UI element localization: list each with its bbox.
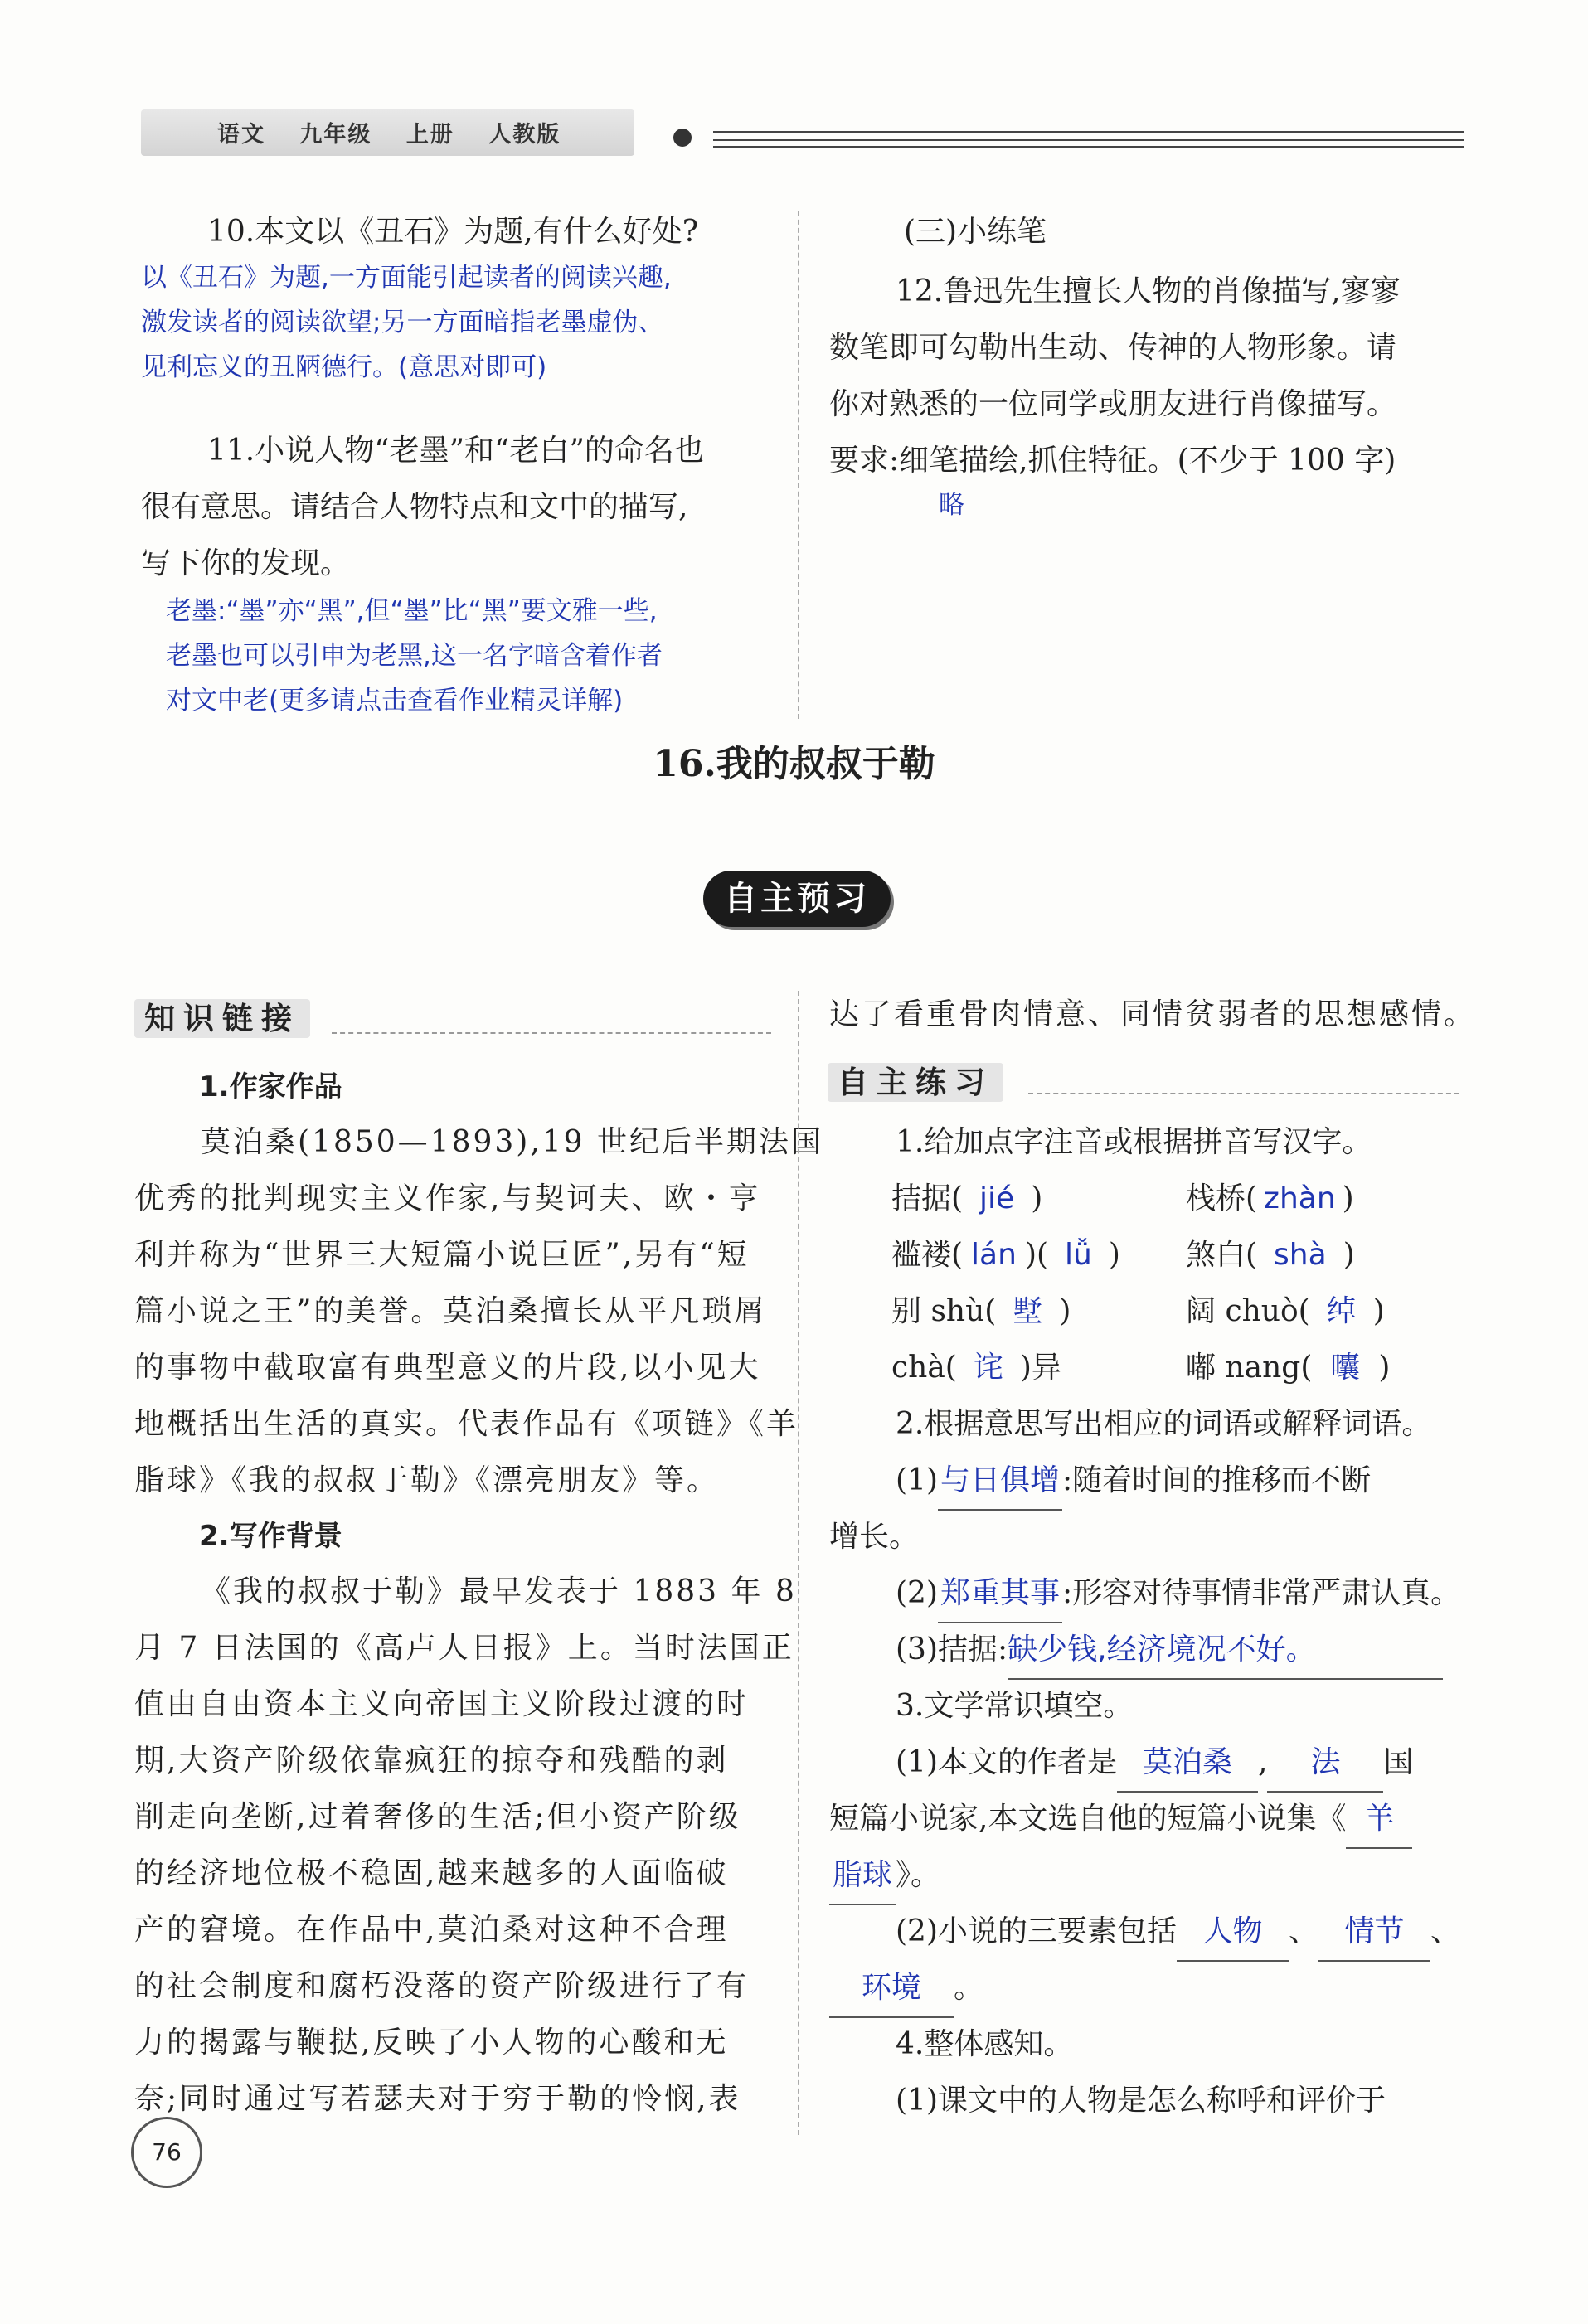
question-2: 2.根据意思写出相应的词语或解释词语。 xyxy=(896,1407,1432,1441)
question-12: 12.鲁迅先生擅长人物的肖像描写,寥寥 数笔即可勾勒出生动、传神的人物形象。请 你对熟悉的一位同学或朋友进行肖像描写。 要求:细笔描绘,抓住特征。(不少于 100 字) xyxy=(829,274,1401,478)
tag-rule xyxy=(332,1032,771,1034)
question-3: 3.文学常识填空。 xyxy=(896,1689,1134,1723)
header-rule xyxy=(713,139,1464,141)
lesson-title: 16.我的叔叔于勒 xyxy=(653,743,935,785)
question-3-2-cont: 环境 。 xyxy=(829,1960,983,2018)
pinyin-item-1: 拮据( jié ) xyxy=(891,1181,1043,1215)
question-10: 10.本文以《丑石》为题,有什么好处? xyxy=(207,215,698,249)
header-grade: 九年级 xyxy=(299,122,372,148)
practice-tag-label: 自主练习 xyxy=(828,1063,1003,1102)
header-volume: 上册 xyxy=(405,122,454,148)
paragraph-continuation: 达了看重骨肉情意、同情贫弱者的思想感情。 xyxy=(829,997,1477,1031)
pinyin-item-4: 煞白( shà ) xyxy=(1186,1238,1355,1272)
pinyin-item-3: 褴褛( lán )( lǚ ) xyxy=(891,1238,1120,1272)
answer-10: 以《丑石》为题,一方面能引起读者的阅读兴趣, 激发读者的阅读欲望;另一方面暗指老墨虚伪、 见利忘义的丑陋德行。(意思对即可) xyxy=(141,263,672,382)
pinyin-item-8: 嘟 nang( 囔 ) xyxy=(1186,1351,1391,1385)
column-divider xyxy=(798,211,799,719)
answer-11: 老墨:“墨”亦“黑”,但“墨”比“黑”要文雅一些, 老墨也可以引申为老黑,这一名字暗含着作者 对文中老(更多请点击查看作业精灵详解) xyxy=(166,596,663,716)
header-book-info xyxy=(217,116,585,148)
question-4-1: (1)课文中的人物是怎么称呼和评价于 xyxy=(896,2084,1386,2118)
header-edition: 人教版 xyxy=(488,122,561,148)
question-3-1-end: 脂球 》。 xyxy=(829,1847,940,1905)
question-1: 1.给加点字注音或根据拼音写汉字。 xyxy=(896,1125,1372,1159)
pinyin-item-7: chà( 诧 )异 xyxy=(891,1351,1061,1385)
question-3-1: (1)本文的作者是 莫泊桑 , 法 国 xyxy=(896,1735,1413,1793)
question-2-2: (2)郑重其事:形容对待事情非常严肃认真。 xyxy=(896,1565,1460,1623)
header-subject: 语文 xyxy=(217,122,265,148)
page-number: 76 xyxy=(131,2117,202,2188)
background-paragraph: 《我的叔叔于勒》最早发表于 1883 年 8 月 7 日法国的《高卢人日报》上。当时法国正 值由自由资本主义向帝国主义阶段过渡的时 期,大资产阶级依靠疯狂的掠夺和残酷的剥 削走向垄断,过着奢侈的生活;但小资产阶级 的经济地位极不稳固,越来越多的人面临破 产的窘境。在作品中,莫泊桑对这种不合理 的社会制度和腐朽没落的资产阶级进行了有 力的揭露与鞭挞,反映了小人物的心酸和无 奈;同时通过写若瑟夫对于穷于勒的怜悯,表 xyxy=(134,1574,797,2116)
knowledge-tag xyxy=(134,993,310,1038)
subheading-background: 2.写作背景 xyxy=(199,1520,342,1553)
answer-12: 略 xyxy=(939,490,964,520)
knowledge-tag-label: 知识链接 xyxy=(134,999,310,1038)
practice-tag xyxy=(828,1057,1003,1102)
author-paragraph: 莫泊桑(1850—1893),19 世纪后半期法国 优秀的批判现实主义作家,与契诃夫、欧・亨 利并称为“世界三大短篇小说巨匠”,另有“短 篇小说之王”的美誉。莫泊桑擅长从平凡琐屑 的事物中截取富有典型意义的片段,以小见大 地概括出生活的真实。代表作品有《项链》《羊 脂球》《我的叔叔于勒》《漂亮朋友》等。 xyxy=(134,1125,824,1497)
question-3-1-cont: 短篇小说家,本文选自他的短篇小说集《 羊 xyxy=(829,1791,1412,1849)
pinyin-item-5: 别 shù( 墅 ) xyxy=(891,1294,1071,1328)
question-2-1: (1)与日俱增:随着时间的推移而不断 xyxy=(896,1453,1371,1511)
subheading-author: 1.作家作品 xyxy=(199,1070,342,1104)
tag-rule xyxy=(1028,1093,1459,1094)
question-11: 11.小说人物“老墨”和“老白”的命名也 很有意思。请结合人物特点和文中的描写, 写下你的发现。 xyxy=(141,434,704,580)
section-banner: 自主预习 xyxy=(703,871,891,927)
question-2-3: (3)拮据:缺少钱,经济境况不好。 xyxy=(896,1622,1443,1680)
pinyin-item-6: 阔 chuò( 绰 ) xyxy=(1186,1294,1385,1328)
header-bullet-icon xyxy=(673,129,692,147)
question-4: 4.整体感知。 xyxy=(896,2027,1074,2061)
column-divider xyxy=(798,991,799,2135)
pinyin-item-2: 栈桥( zhàn ) xyxy=(1186,1181,1354,1215)
question-3-2: (2)小说的三要素包括 人物 、 情节 、 xyxy=(896,1904,1460,1962)
section-heading: (三)小练笔 xyxy=(904,215,1047,249)
header-rule xyxy=(713,146,1464,148)
header-rule xyxy=(713,131,1464,133)
question-2-1-cont: 增长。 xyxy=(829,1520,920,1554)
